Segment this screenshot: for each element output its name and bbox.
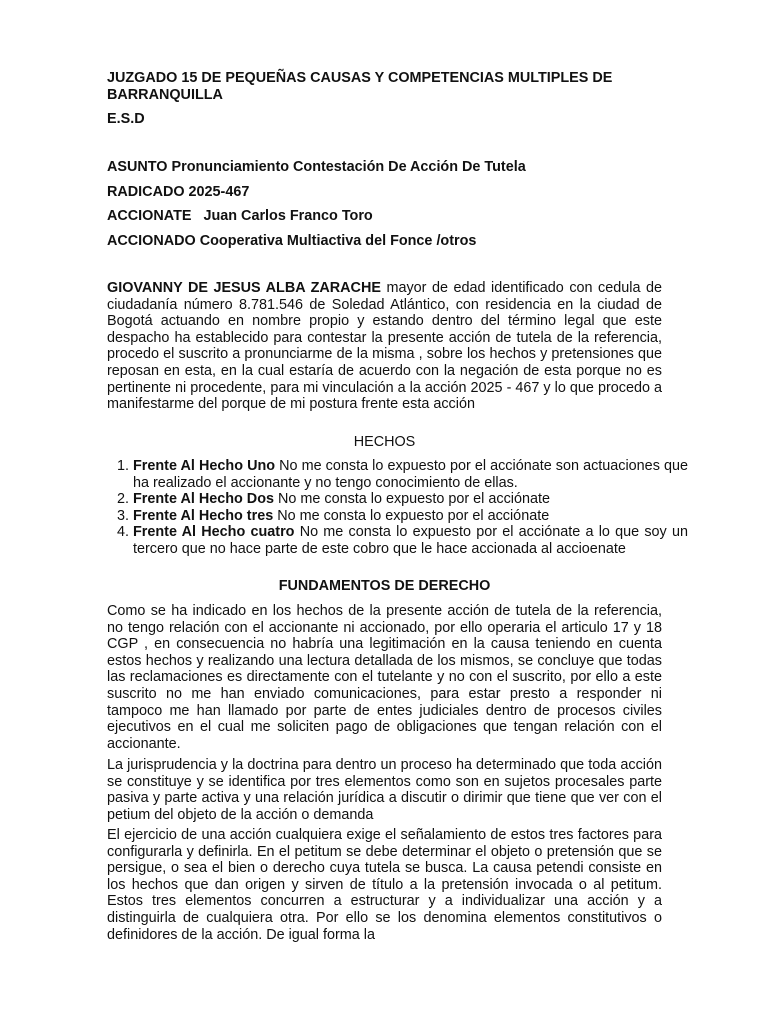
accionante-line: ACCIONATE Juan Carlos Franco Toro bbox=[107, 208, 373, 224]
hecho-text: No me consta lo expuesto por el acciónate bbox=[274, 491, 550, 508]
fundamentos-paragraph-1: Como se ha indicado en los hechos de la presente acción de tutela de la referencia, no tengo relación con el accionante ni accionado, por ello operaria el articulo 17 y 18 CGP , en consecuencia no habría una legitimación en la causa teniendo en cuenta estos hechos y realizando una lectura detallada de los mismos, se concluye que todas las reclamaciones es directamente con el tutelante y no con el suscrito, por ello a este suscrito no me han enviado comunicaciones, para estar presto a responder ni tampoco me han llamado por parte de entes judiciales dentro de procesos civiles ejecutivos en el cual me soliciten pago de obligaciones que tengan relación con el accionante. bbox=[107, 603, 662, 752]
list-item bbox=[133, 524, 688, 557]
hecho-label: Frente Al Hecho Dos bbox=[133, 491, 274, 508]
court-heading: JUZGADO 15 DE PEQUEÑAS CAUSAS Y COMPETENCIAS MULTIPLES DE BARRANQUILLA bbox=[107, 70, 613, 103]
hecho-text: No me consta lo expuesto por el acciónate son actuaciones que ha realizado el accionante y no tengo conocimiento de ellas. bbox=[133, 458, 688, 491]
hecho-text: No me consta lo expuesto por el acciónate bbox=[273, 507, 550, 524]
hechos-list bbox=[107, 458, 688, 558]
asunto-line: ASUNTO Pronunciamiento Contestación De Acción De Tutela bbox=[107, 159, 526, 175]
fundamentos-paragraph-3: El ejercicio de una acción cualquiera exige el señalamiento de estos tres factores para configurarla y definirla. En el petitum se debe determinar el objeto o pretensión que se persigue, o sea el bien o derecho cuya tutela se busca. La causa petendi consiste en los hechos que dan origen y sirven de título a la pretensión invocada o al petitum. Estos tres elementos concurren a estructurar y a individualizar una acción y a distinguirla de cualquiera otra. Por ello se los denomina elementos constitutivos o definidores de la acción. De igual forma la bbox=[107, 827, 662, 943]
list-item bbox=[133, 508, 688, 525]
intro-paragraph bbox=[107, 280, 662, 413]
fundamentos-title: FUNDAMENTOS DE DERECHO bbox=[278, 578, 491, 594]
intro-text: mayor de edad identificado con cedula de ciudadanía número 8.781.546 de Soledad Atlántico, con residencia en la ciudad de Bogotá actuando en nombre propio y estando dentro del término legal que este despacho ha establecido para contestar la presente acción de tutela de la referencia, procedo el suscrito a pronunciarme de la misma , sobre los hechos y pretensiones que reposan en esta, en la cual estaría de acuerdo con la negación de esta porque no es pertinente ni procedente, para mi vinculación a la acción 2025 - 467 y lo que procedo a manifestarme del porque de mi postura frente esta acción bbox=[107, 280, 662, 413]
accionado-line: ACCIONADO Cooperativa Multiactiva del Fonce /otros bbox=[107, 233, 477, 249]
hecho-text: No me consta lo expuesto por el acciónate a lo que soy un tercero que no hace parte de este cobro que le hace accionada al accioenate bbox=[133, 524, 688, 557]
radicado-line: RADICADO 2025-467 bbox=[107, 184, 250, 200]
esd-line: E.S.D bbox=[107, 111, 145, 127]
list-item bbox=[133, 458, 688, 491]
hecho-label: Frente Al Hecho tres bbox=[133, 507, 274, 524]
hechos-title: HECHOS bbox=[353, 434, 416, 450]
hecho-label: Frente Al Hecho Uno bbox=[133, 458, 276, 474]
fundamentos-paragraph-2: La jurisprudencia y la doctrina para dentro un proceso ha determinado que toda acción se constituye y se identifica por tres elementos como son en sujetos procesales parte pasiva y parte activa y una relación jurídica a discutir o dirimir que tiene que ver con el petium del objeto de la acción o demanda bbox=[107, 757, 662, 823]
intro-name: GIOVANNY DE JESUS ALBA ZARACHE bbox=[107, 280, 381, 296]
hecho-label: Frente Al Hecho cuatro bbox=[133, 524, 295, 541]
list-item bbox=[133, 491, 688, 508]
